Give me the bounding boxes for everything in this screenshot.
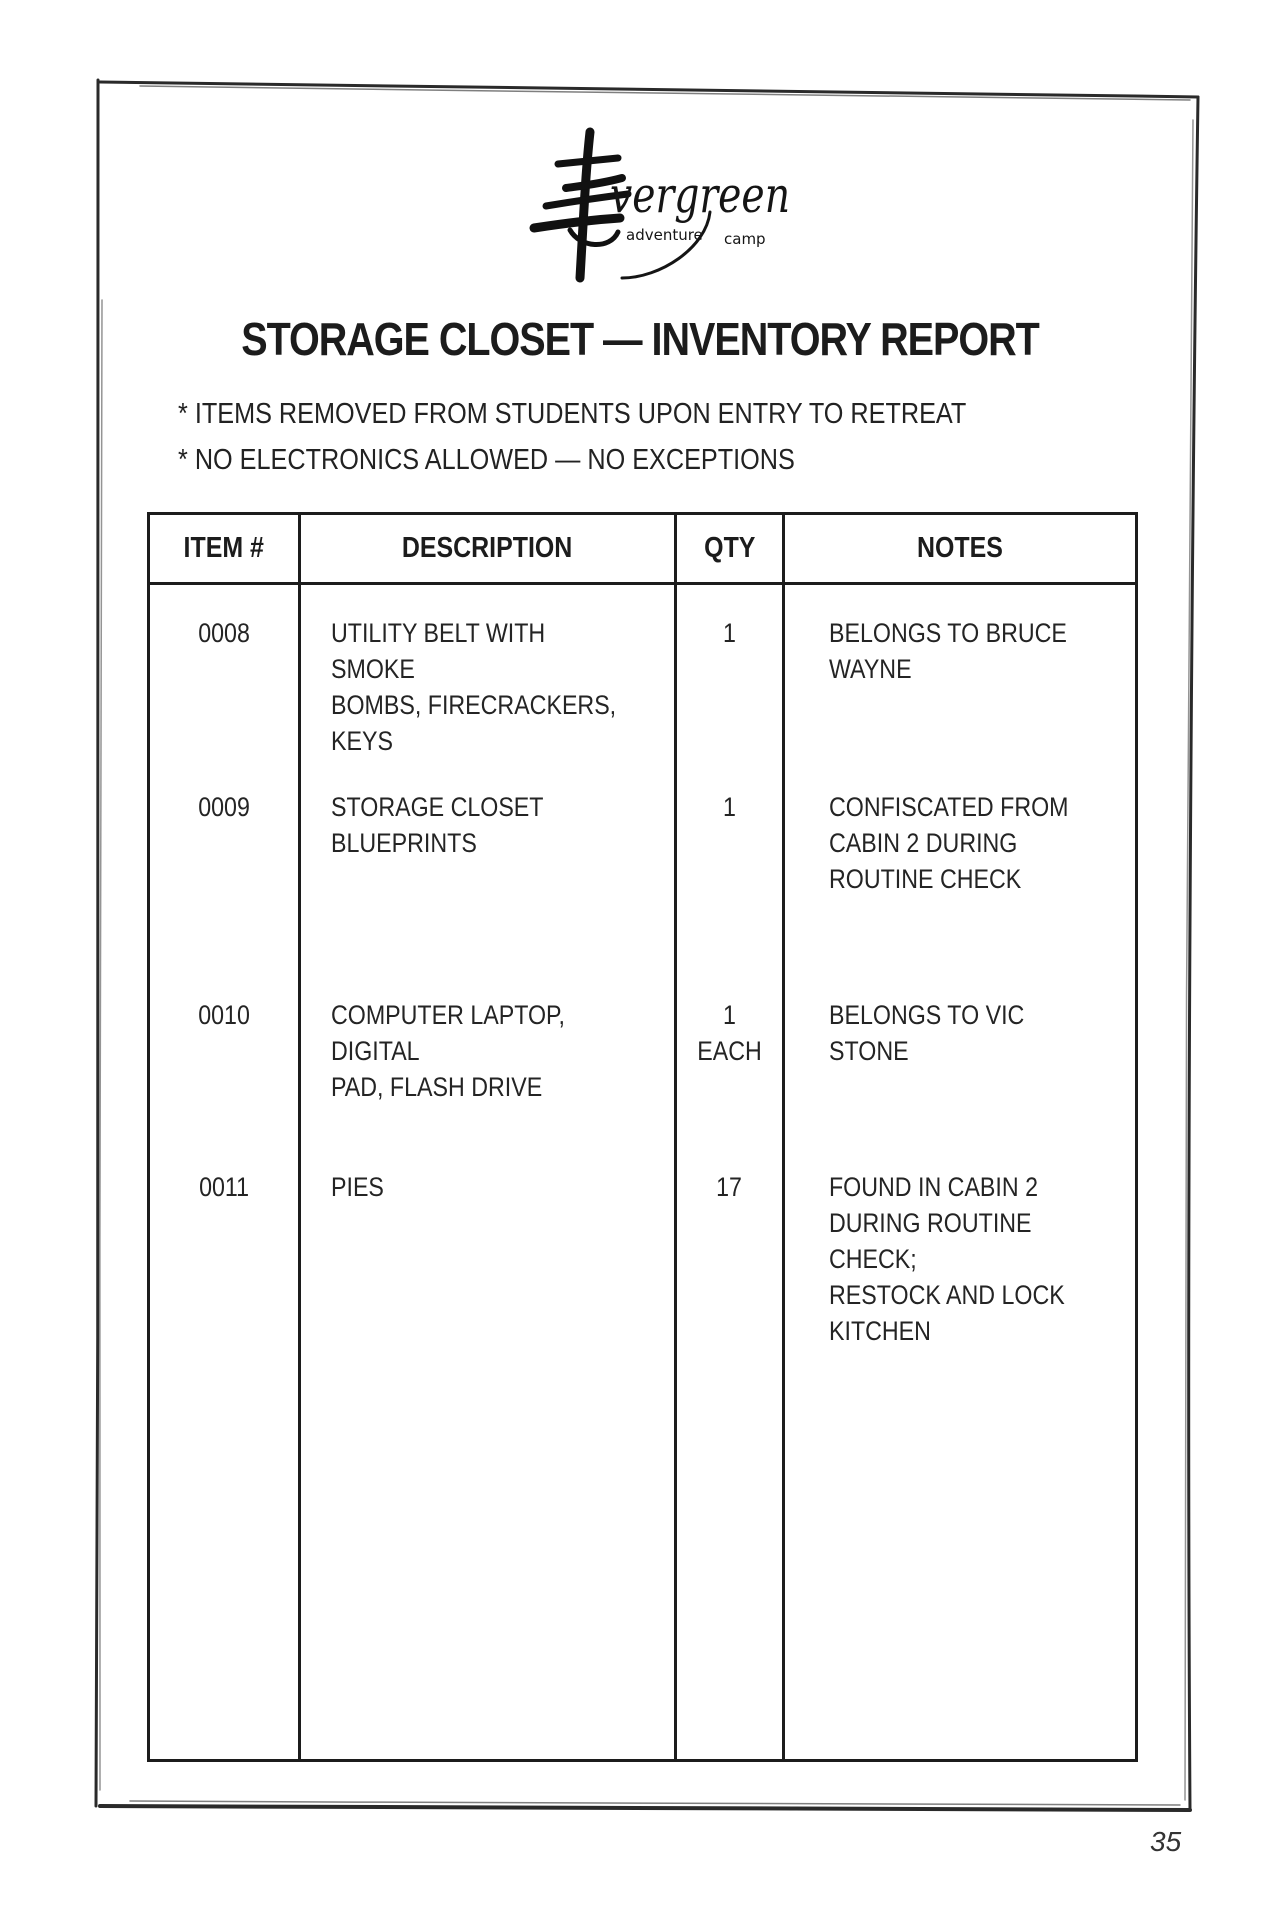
column-header-qty: QTY	[676, 514, 784, 584]
logo-tagline-camp: camp	[724, 230, 766, 248]
qty-cell: 1 EACH	[676, 967, 784, 1139]
item-number-cell: 0011	[149, 1139, 300, 1761]
logo-tagline-adventure: adventure	[626, 226, 703, 244]
column-header-item: ITEM #	[149, 514, 300, 584]
notes-cell: FOUND IN CABIN 2 DURING ROUTINE CHECK; RESTOCK AND LOCK KITCHEN	[784, 1139, 1137, 1761]
description-cell: COMPUTER LAPTOP, DIGITAL PAD, FLASH DRIVE	[300, 967, 676, 1139]
table-row	[149, 967, 1137, 1139]
notes-cell: CONFISCATED FROM CABIN 2 DURING ROUTINE CHECK	[784, 759, 1137, 967]
report-note-electronics: * NO ELECTRONICS ALLOWED — NO EXCEPTIONS	[178, 444, 795, 476]
item-number-cell: 0010	[149, 967, 300, 1139]
qty-cell: 1	[676, 759, 784, 967]
item-number-cell: 0008	[149, 584, 300, 760]
column-header-notes: NOTES	[784, 514, 1137, 584]
evergreen-logo	[510, 128, 800, 290]
column-header-description: DESCRIPTION	[300, 514, 676, 584]
inventory-table	[147, 512, 1138, 1762]
notes-cell: BELONGS TO BRUCE WAYNE	[784, 584, 1137, 760]
description-cell: PIES	[300, 1139, 676, 1761]
logo-wordmark: vergreen	[610, 166, 790, 224]
report-title: STORAGE CLOSET — INVENTORY REPORT	[241, 313, 1039, 365]
description-cell: STORAGE CLOSET BLUEPRINTS	[300, 759, 676, 967]
page-number: 35	[1150, 1826, 1182, 1857]
qty-cell: 1	[676, 584, 784, 760]
qty-cell: 17	[676, 1139, 784, 1761]
item-number-cell: 0009	[149, 759, 300, 967]
table-row	[149, 759, 1137, 967]
table-row	[149, 584, 1137, 760]
table-header-row	[149, 514, 1137, 584]
notes-cell: BELONGS TO VIC STONE	[784, 967, 1137, 1139]
description-cell: UTILITY BELT WITH SMOKE BOMBS, FIRECRACKERS, KEYS	[300, 584, 676, 760]
report-note-confiscation: * ITEMS REMOVED FROM STUDENTS UPON ENTRY TO RETREAT	[178, 398, 967, 430]
table-row	[149, 1139, 1137, 1761]
